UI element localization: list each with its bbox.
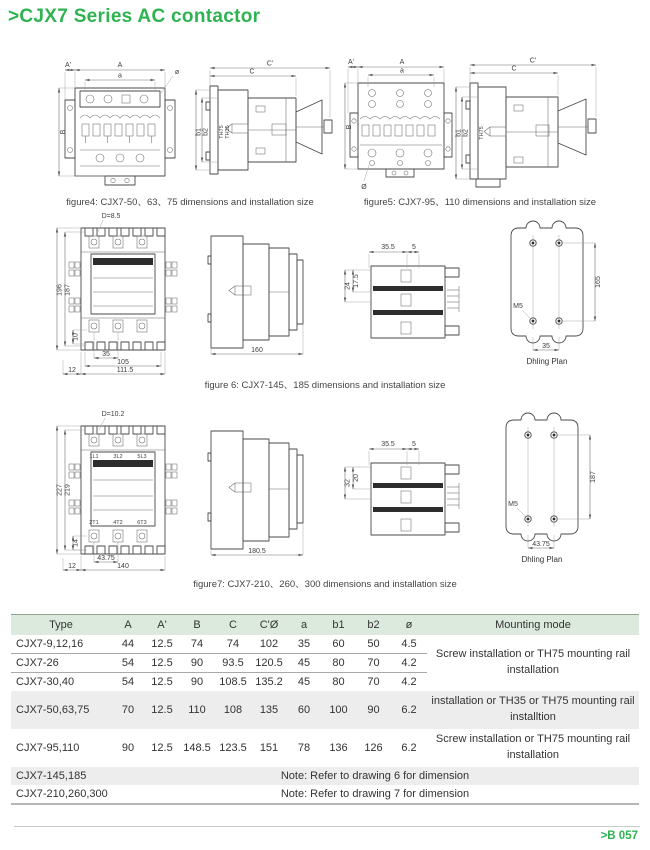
- table-row: [11, 635, 639, 654]
- figure5-side-view-drawing: [452, 57, 602, 195]
- mounting-screws: [525, 432, 557, 522]
- figure7-side-view-drawing: [203, 425, 313, 561]
- cell-value: 70: [121, 703, 135, 716]
- dimension-lines: [345, 449, 419, 499]
- drilling-plan-label: Dhling Plan: [526, 357, 568, 366]
- col-header-mounting: Mounting mode: [427, 615, 639, 636]
- cell-value: 60: [321, 635, 356, 654]
- screw-size-label: M5: [508, 501, 518, 508]
- dim-label-227: 227: [56, 484, 64, 496]
- dimension-lines: [196, 68, 330, 170]
- rail-mount-outline: [371, 463, 459, 535]
- figure6-side-view-drawing: [203, 228, 313, 358]
- contactor-side-details: [229, 286, 289, 295]
- rail-mount-details: [401, 270, 459, 334]
- terminal-4T2: 4T2: [113, 520, 123, 526]
- rail-bar-bottom: [373, 507, 443, 512]
- cell-value: 12.5: [145, 654, 179, 673]
- figure5-caption: figure5: CJX7-95、110 dimensions and installation size: [363, 197, 597, 208]
- col-header-type: Type: [11, 615, 111, 636]
- cell-type: CJX7-95,110: [16, 741, 80, 754]
- cell-value: 148.5: [183, 741, 211, 754]
- dim-label-c-prime: C': [529, 57, 537, 65]
- cell-value: 70: [356, 654, 391, 673]
- figure4-front-view-drawing: [55, 60, 185, 192]
- cell-value: 70: [367, 676, 380, 688]
- contactor-side-details: [226, 98, 324, 162]
- dim-label-B: B: [60, 129, 67, 135]
- dim-label-B: B: [346, 124, 353, 130]
- dim-label-160: 160: [251, 347, 263, 354]
- dim-label-35: 35: [102, 351, 110, 358]
- figure6-caption: figure 6: CJX7-145、185 dimensions and installation size: [204, 380, 446, 391]
- cell-value: 108.5: [219, 676, 247, 688]
- cell-mounting-mode: Screw installation or TH75 mounting rail installation: [435, 732, 631, 761]
- dim-label-b2: b2: [202, 128, 210, 136]
- dim-label-b1: b1: [195, 128, 203, 136]
- dim-label-5: 5: [412, 441, 416, 448]
- figure4-caption: figure4: CJX7-50、63、75 dimensions and installation size: [66, 197, 314, 208]
- cell-value: 102: [251, 635, 287, 654]
- cell-type: CJX7-30,40: [16, 676, 75, 688]
- cell-value: 12.5: [151, 741, 173, 754]
- cell-value: 151: [259, 741, 279, 754]
- dimension-table: [11, 614, 639, 805]
- page-number: >B 057: [600, 830, 638, 842]
- cell-type: CJX7-145,185: [16, 769, 87, 782]
- cell-mounting-mode: installation or TH35 or TH75 mounting rail installtion: [431, 695, 635, 723]
- dim-label-a-prime: A': [347, 59, 355, 66]
- cell-value: 136: [329, 741, 348, 754]
- rail-bar-bottom: [373, 310, 443, 315]
- cell-value: 108: [223, 703, 243, 716]
- col-header-C-dia: C'Ø: [251, 615, 287, 636]
- table-row: [11, 729, 639, 767]
- dim-label-C: C: [511, 65, 517, 73]
- table-row: [11, 691, 639, 729]
- cell-value: 74: [179, 635, 215, 654]
- dim-label-C: C: [249, 68, 255, 76]
- drill-plate-outline: [511, 221, 583, 343]
- rail-label-th75: TH75: [479, 126, 485, 140]
- dim-label-12: 12: [68, 563, 76, 570]
- dim-label-20: 20: [353, 474, 360, 482]
- dim-label-c-prime: C': [266, 60, 274, 68]
- cell-value: 135.2: [255, 676, 283, 688]
- cell-value: 80: [332, 676, 345, 688]
- contactor-front-outline: [350, 83, 452, 177]
- figure6-rail-mount-drawing: [335, 240, 465, 348]
- cell-value: 54: [121, 676, 135, 688]
- rail-bar-top: [373, 483, 443, 488]
- dim-label-43-75: 43.75: [97, 555, 115, 562]
- dim-label-10: 10: [72, 333, 80, 341]
- dim-label-dia: ø: [174, 69, 180, 76]
- dim-label-196: 196: [56, 284, 64, 296]
- cell-value: 4.2: [391, 654, 427, 673]
- dim-label-a-prime: A': [64, 62, 72, 69]
- cell-value: 90: [190, 676, 204, 688]
- dim-label-17-5: 17.5: [353, 274, 360, 288]
- contactor-side-details: [229, 483, 289, 492]
- figure7-front-view-drawing: [53, 408, 193, 574]
- contactor-front-outline: [65, 88, 175, 185]
- cell-value: 6.2: [401, 703, 417, 716]
- cell-value: 50: [356, 635, 391, 654]
- cell-value: 45: [287, 654, 321, 673]
- col-header-B: B: [179, 615, 215, 636]
- dim-label-35-5: 35.5: [381, 244, 395, 251]
- contactor-front-details: [68, 95, 173, 183]
- screw-center-lines: [528, 427, 554, 527]
- cell-value: 12.5: [151, 676, 173, 688]
- cell-value: 123.5: [219, 741, 247, 754]
- table-note-row: [11, 767, 639, 785]
- terminal-6T3: 6T3: [137, 520, 147, 526]
- dim-label-24: 24: [344, 282, 352, 290]
- col-header-A-prime: A': [145, 615, 179, 636]
- nameplate-bar: [93, 460, 153, 467]
- dim-label-140: 140: [117, 563, 129, 570]
- dim-label-32: 32: [344, 479, 352, 487]
- table-note-row: [11, 785, 639, 804]
- cell-value: 4.2: [401, 676, 417, 688]
- contactor-front-details: [352, 90, 450, 176]
- rail-label-th75: TH75: [219, 125, 225, 139]
- cell-value: 126: [364, 741, 383, 754]
- cell-value: 60: [297, 703, 311, 716]
- dim-label-A: A: [117, 62, 123, 69]
- dim-label-5: 5: [412, 244, 416, 251]
- dimension-lines: [456, 65, 596, 179]
- rail-mount-outline: [371, 266, 459, 338]
- figure4-side-view-drawing: [192, 60, 334, 192]
- cell-value: 80: [321, 654, 356, 673]
- mounting-screws: [530, 240, 562, 324]
- figure6-front-view-drawing: [53, 210, 193, 378]
- cell-value: 44: [111, 635, 145, 654]
- cell-value: 135: [259, 703, 279, 716]
- cell-type: CJX7-9,12,16: [11, 635, 111, 654]
- dim-label-43-75: 43.75: [532, 541, 550, 548]
- terminal-5L3: 5L3: [137, 454, 147, 460]
- cell-value: 78: [297, 741, 311, 754]
- col-header-dia: ø: [391, 615, 427, 636]
- rail-bar-top: [373, 286, 443, 291]
- cell-type: CJX7-50,63,75: [16, 703, 90, 716]
- dim-label-A: A: [399, 59, 405, 66]
- cell-value: 12.5: [151, 703, 173, 716]
- dimension-lines: [345, 67, 444, 181]
- cell-value: 6.2: [401, 741, 417, 754]
- col-header-A: A: [111, 615, 145, 636]
- dimension-lines: [59, 70, 173, 176]
- terminal-1L1: 1L1: [89, 454, 99, 460]
- dim-label-165: 165: [595, 276, 602, 288]
- dim-label-187: 187: [590, 471, 597, 483]
- contactor-front-details: [69, 236, 177, 332]
- dim-label-219: 219: [64, 484, 72, 496]
- cell-value: 54: [111, 654, 145, 673]
- dim-label-b2: b2: [462, 129, 470, 137]
- cell-value: 110: [188, 703, 206, 716]
- figure7-drilling-plan-drawing: [492, 408, 612, 566]
- dim-label-12: 12: [68, 367, 76, 374]
- cell-note: Note: Refer to drawing 6 for dimension: [280, 769, 470, 782]
- cell-type: CJX7-26: [11, 654, 111, 673]
- terminal-3L2: 3L2: [113, 454, 123, 460]
- contactor-side-outline: [208, 431, 303, 549]
- cell-value: 35: [287, 635, 321, 654]
- dim-label-a: a: [400, 67, 404, 75]
- cell-mounting-mode: Screw installation or TH75 mounting rail installation: [435, 648, 631, 676]
- dim-label-hole: D=8.5: [101, 213, 121, 220]
- figure5-front-view-drawing: [342, 57, 457, 195]
- col-header-C: C: [215, 615, 251, 636]
- cell-value: 120.5: [251, 654, 287, 673]
- footer-divider: [14, 826, 640, 827]
- cell-value: 93.5: [215, 654, 251, 673]
- col-header-a: a: [287, 615, 321, 636]
- cell-type: CJX7-210,260,300: [11, 785, 111, 804]
- col-header-b1: b1: [321, 615, 356, 636]
- drilling-plan-label: Dhling Plan: [521, 555, 563, 564]
- screw-size-label: M5: [513, 303, 523, 310]
- drill-plate-outline: [506, 413, 578, 541]
- dim-label-111-5: 111.5: [116, 367, 134, 374]
- contactor-side-details: [484, 97, 588, 167]
- dim-label-14: 14: [72, 539, 80, 547]
- table-header-row: [11, 615, 639, 636]
- screw-center-lines: [533, 235, 559, 329]
- dim-label-b1: b1: [455, 129, 463, 137]
- dim-label-180-5: 180.5: [248, 548, 266, 555]
- cell-value: 45: [297, 676, 311, 688]
- terminal-2T1: 2T1: [89, 520, 99, 526]
- cell-value: 74: [215, 635, 251, 654]
- dim-label-35-5: 35.5: [381, 441, 395, 448]
- cell-value: 90: [367, 703, 380, 716]
- cell-value: 12.5: [145, 635, 179, 654]
- dimension-lines: [57, 220, 165, 374]
- figure7-caption: figure7: CJX7-210、260、300 dimensions and installation size: [193, 579, 457, 590]
- cell-value: 90: [179, 654, 215, 673]
- dim-label-105: 105: [117, 359, 129, 366]
- dim-label-187: 187: [64, 284, 72, 296]
- dim-label-a: a: [118, 72, 122, 80]
- dim-label-dia: Ø: [361, 184, 367, 191]
- page-title: >CJX7 Series AC contactor: [8, 6, 261, 27]
- figure7-rail-mount-drawing: [335, 437, 465, 545]
- dim-label-hole: D=10.2: [101, 411, 125, 418]
- cell-value: 4.5: [391, 635, 427, 654]
- col-header-b2: b2: [356, 615, 391, 636]
- cell-value: 90: [121, 741, 135, 754]
- contactor-side-outline: [466, 83, 596, 187]
- cell-value: 100: [329, 703, 348, 716]
- figure6-drilling-plan-drawing: [497, 216, 617, 368]
- nameplate-bar: [93, 258, 153, 265]
- cell-note: Note: Refer to drawing 7 for dimension: [111, 785, 639, 804]
- rail-mount-details: [401, 467, 459, 531]
- rail-label-th35: TH35: [225, 125, 231, 139]
- dim-label-35: 35: [542, 343, 550, 350]
